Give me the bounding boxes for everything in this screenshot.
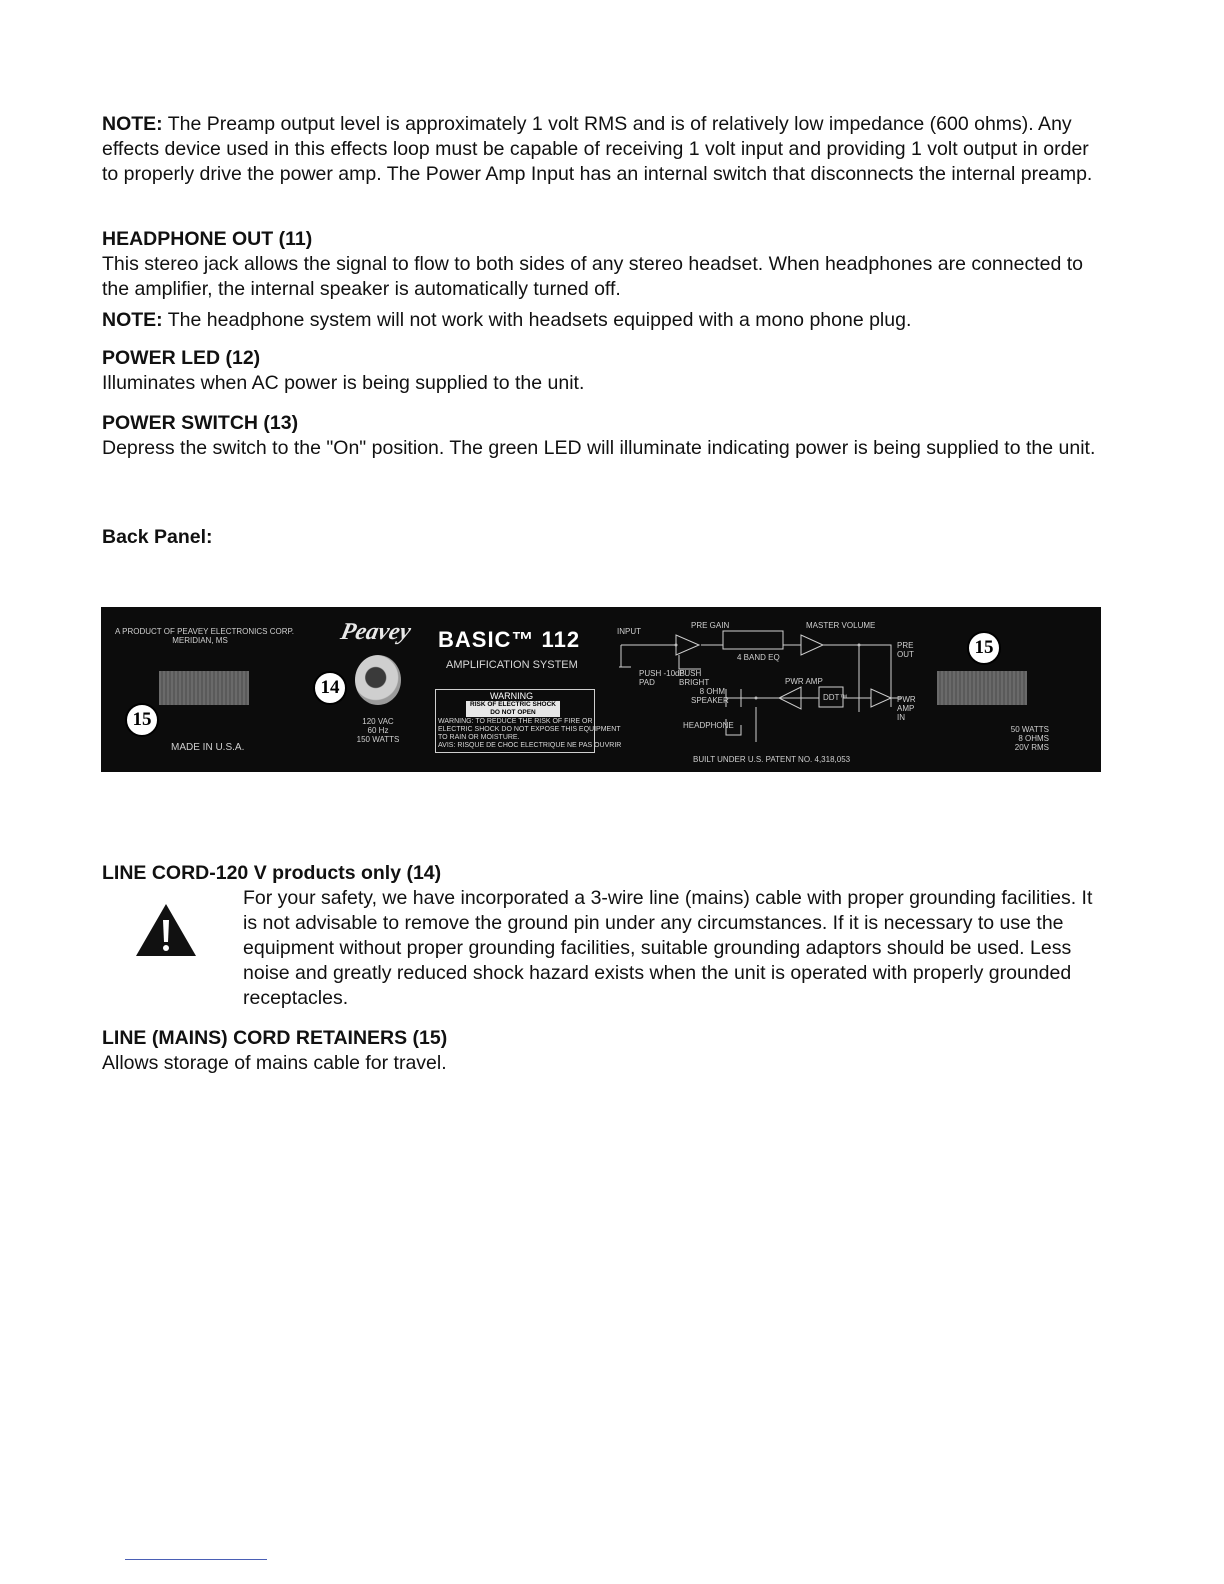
line-cord-jack [355, 655, 401, 705]
line-cord-heading: LINE CORD-120 V products only (14) [102, 862, 442, 884]
cord-retainers-section [102, 1026, 1102, 1076]
power-rating-watts: 150 WATTS [356, 735, 400, 744]
note-text: The Preamp output level is approximately 1 volt RMS and is of relatively low impedance (600 ohms). Any effects device used in this effects loop must be capable of receiving 1 volt input and providing 1 volt output in order to properly drive the power amp. The Power Amp Input has an internal switch that disconnects the internal preamp. [102, 113, 1093, 185]
output-ohms: 8 OHMS [1018, 734, 1049, 743]
peavey-logo: Peavey [338, 619, 414, 645]
headphone-text: This stereo jack allows the signal to flow to both sides of any stereo headset. When headphones are connected to the amplifier, the internal speaker is automatically turned off. [102, 253, 1084, 300]
callout-15-right: 15 [967, 631, 1001, 665]
warning-triangle-icon [134, 902, 198, 958]
output-watts: 50 WATTS [1010, 725, 1049, 734]
patent-text: BUILT UNDER U.S. PATENT NO. 4,318,053 [693, 755, 851, 764]
power-led-section [102, 346, 1102, 396]
cord-retainer-left [159, 671, 249, 705]
model-subtitle: AMPLIFICATION SYSTEM [446, 659, 578, 671]
line-cord-text: For your safety, we have incorporated a 3-wire line (mains) cable with proper grounding facilities. It is not advisable to remove the ground pin under any circumstances. If it is necessary to use the equipment without proper grounding facilities, suitable grounding adaptors should be used. Less noise and greatly reduced shock hazard exists when the unit is operated with properly grounded receptacles. [243, 887, 1093, 1009]
line-cord-section [102, 861, 1102, 886]
headphone-heading: HEADPHONE OUT (11) [102, 228, 313, 250]
note-label: NOTE: [102, 309, 163, 331]
headphone-note [102, 308, 1102, 333]
cord-retainers-text: Allows storage of mains cable for travel. [102, 1052, 447, 1074]
warning-text: TO RAIN OR MOISTURE. [438, 734, 520, 741]
back-panel-heading: Back Panel: [102, 526, 213, 548]
diagram-speaker-label: 8 OHM SPEAKER [691, 687, 729, 705]
model-name: BASIC™ 112 [438, 627, 581, 652]
diagram-ddt-label: DDT™ [823, 693, 848, 702]
diagram-pad-label: PUSH -10dB PAD [639, 669, 685, 687]
power-led-text: Illuminates when AC power is being supplied to the unit. [102, 372, 585, 394]
warning-label [435, 689, 622, 753]
warning-text: WARNING: TO REDUCE THE RISK OF FIRE OR [438, 718, 593, 725]
power-switch-text: Depress the switch to the "On" position. The green LED will illuminate indicating power is being supplied to the unit. [102, 437, 1096, 459]
power-switch-heading: POWER SWITCH (13) [102, 412, 299, 434]
warning-shock-box [466, 701, 560, 717]
cord-retainers-heading: LINE (MAINS) CORD RETAINERS (15) [102, 1027, 448, 1049]
note-label: NOTE: [102, 113, 163, 135]
diagram-headphone-label: HEADPHONE [683, 721, 734, 730]
preamp-note [102, 112, 1102, 187]
maker-city: MERIDIAN, MS [172, 636, 228, 645]
diagram-pwr-amp-label: PWR AMP [785, 677, 823, 686]
diagram-bright-label: PUSH BRIGHT [679, 669, 710, 687]
callout-14: 14 [313, 671, 347, 705]
maker-line: A PRODUCT OF PEAVEY ELECTRONICS CORP. [115, 627, 295, 636]
callout-15-left: 15 [125, 703, 159, 737]
warning-risk: RISK OF ELECTRIC SHOCK [470, 701, 556, 708]
warning-avis: AVIS: RISQUE DE CHOC ELECTRIQUE NE PAS OUVRIR [438, 742, 622, 749]
note-text: The headphone system will not work with headsets equipped with a mono phone plug. [162, 309, 912, 331]
power-led-heading: POWER LED (12) [102, 347, 261, 369]
output-voltage: 20V RMS [1014, 743, 1049, 752]
diagram-pre-out-label: PRE OUT [897, 641, 914, 659]
diagram-master-volume-label: MASTER VOLUME [806, 621, 876, 630]
back-panel-illustration [101, 607, 1101, 772]
made-in-label: MADE IN U.S.A. [171, 742, 245, 753]
diagram-pwr-amp-in-label: PWR AMP IN [897, 695, 916, 722]
diagram-pre-gain-label: PRE GAIN [691, 621, 730, 630]
warning-text: ELECTRIC SHOCK DO NOT EXPOSE THIS EQUIPMENT [438, 726, 621, 733]
diagram-eq-label: 4 BAND EQ [737, 653, 780, 662]
warning-title: WARNING [490, 691, 534, 701]
power-rating-voltage: 120 VAC [362, 717, 394, 726]
diagram-input-label: INPUT [617, 627, 641, 636]
footer-rule [125, 1559, 267, 1560]
power-switch-section [102, 411, 1102, 461]
cord-retainer-right [937, 671, 1027, 705]
warning-open: DO NOT OPEN [490, 709, 536, 716]
power-rating-frequency: 60 Hz [367, 726, 389, 735]
headphone-section [102, 227, 1102, 302]
